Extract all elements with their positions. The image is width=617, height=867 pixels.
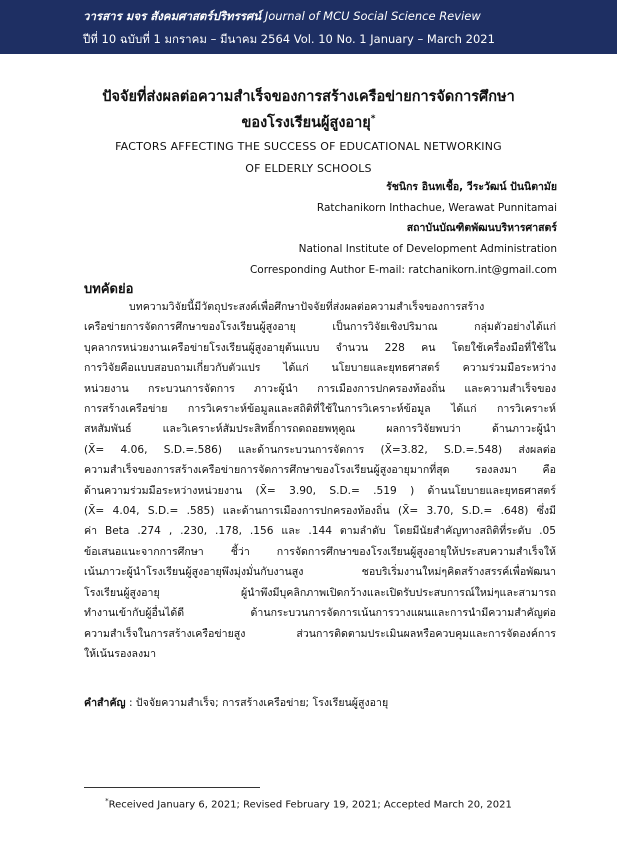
abstract-line: (X̄= 4.04, S.D.= .585) และด้านการเมืองการปกครองท้องถิ่น (X̄= 3.70, S.D.= .648) ซึ่งมี	[84, 505, 556, 518]
affiliation-thai: สถาบันบัณฑิตพัฒนบริหารศาสตร์	[406, 222, 557, 235]
abstract-line: หน่วยงาน กระบวนการจัดการ ภาวะผู้นำ การเมืองการปกครองท้องถิ่น และความสำเร็จของ	[84, 382, 556, 395]
abstract-line: (X̄= 4.06, S.D.=.586) และด้านกระบวนการจัดการ (X̄=3.82, S.D.=.548) ส่งผลต่อ	[84, 443, 556, 456]
author-block	[250, 177, 557, 281]
keywords-text: : ปัจจัยความสำเร็จ; การสร้างเครือข่าย; โรงเรียนผู้สูงอายุ	[128, 697, 389, 709]
author-names-thai: รัชนิกร อินทเชื้อ, วีระวัฒน์ ปันนิตามัย	[386, 181, 557, 193]
keywords-label: คำสำคัญ	[84, 697, 126, 709]
footnote-text: Received January 6, 2021; Revised February 19, 2021; Accepted March 20, 2021	[108, 799, 512, 811]
abstract-line: บทความวิจัยนี้มีวัตถุประสงค์เพื่อศึกษาปัจจัยที่ส่งผลต่อความสำเร็จของการสร้าง	[129, 301, 485, 313]
title-thai-line2: ของโรงเรียนผู้สูงอายุ*	[241, 114, 376, 131]
footnote-marker: *	[105, 797, 109, 805]
abstract-line: ความสำเร็จของการสร้างเครือข่ายการจัดการศึกษาของโรงเรียนผู้สูงอายุมากที่สุด รองลงมา คือ	[84, 464, 556, 477]
abstract-line: สหสัมพันธ์ และวิเคราะห์สัมประสิทธิ์การถดถอยพหุคูณ ผลการวิจัยพบว่า ด้านภาวะผู้นำ	[84, 423, 556, 436]
title-english-line2: OF ELDERLY SCHOOLS	[245, 162, 372, 175]
affiliation-english: National Institute of Development Administration	[298, 243, 557, 256]
abstract-line: การสร้างเครือข่าย การวิเคราะห์ข้อมูลและสถิติที่ใช้ในการวิเคราะห์ข้อมูล ได้แก่ การวิเคราะห์	[84, 403, 556, 416]
abstract-body	[84, 297, 556, 664]
journal-name-th: วารสาร มจร สังคมศาสตร์ปริทรรศน์	[83, 9, 262, 23]
abstract-line: บุคลากรหน่วยงานเครือข่ายโรงเรียนผู้สูงอายุต้นแบบ จำนวน 228 คน โดยใช้เครื่องมือที่ใช้ใน	[84, 341, 556, 354]
title-footnote-marker: *	[370, 114, 376, 124]
abstract-line: การวิจัยคือแบบสอบถามเกี่ยวกับตัวแปร ได้แก่ นโยบายและยุทธศาสตร์ ความร่วมมือระหว่าง	[84, 362, 556, 375]
corresponding-author: Corresponding Author E-mail: ratchanikorn.int@gmail.com	[249, 263, 557, 276]
abstract-line: ความสำเร็จในการสร้างเครือข่ายสูง ส่วนการติดตามประเมินผลหรือควบคุมและการจัดองค์การ	[84, 627, 556, 640]
footnote-divider	[84, 787, 260, 788]
abstract-heading: บทคัดย่อ	[84, 282, 134, 297]
title-english	[60, 136, 557, 180]
abstract-line: ทำงานเข้ากับผู้อื่นได้ดี ด้านกระบวนการจัดการเน้นการวางแผนและการนำมีความสำคัญต่อ	[84, 607, 556, 620]
issue-info: ปีที่ 10 ฉบับที่ 1 มกราคม – มีนาคม 2564 Vol. 10 No. 1 January – March 2021	[83, 32, 495, 46]
abstract-line: เครือข่ายการจัดการศึกษาของโรงเรียนผู้สูงอายุ เป็นการวิจัยเชิงปริมาณ กลุ่มตัวอย่างได้แก่	[84, 321, 556, 334]
footnote	[0, 797, 617, 810]
journal-header	[0, 0, 617, 54]
title-english-line1: FACTORS AFFECTING THE SUCCESS OF EDUCATIONAL NETWORKING	[115, 140, 502, 153]
title-thai-line1: ปัจจัยที่ส่งผลต่อความสำเร็จของการสร้างเครือข่ายการจัดการศึกษา	[102, 89, 515, 105]
abstract-line: ด้านความร่วมมือระหว่างหน่วยงาน (X̄= 3.90, S.D.= .519 ) ด้านนโยบายและยุทธศาสตร์	[84, 484, 556, 497]
abstract-line: ข้อเสนอแนะจากการศึกษา ชี้ว่า การจัดการศึกษาของโรงเรียนผู้สูงอายุให้ประสบความสำเร็จให้	[84, 545, 556, 558]
title-thai	[60, 86, 557, 134]
abstract-line: โรงเรียนผู้สูงอายุ ผู้นำพึงมีบุคลิกภาพเปิดกว้างและเปิดรับประสบการณ์ใหม่ๆและสามารถ	[84, 586, 556, 599]
abstract-line: ให้เน้นรองลงมา	[84, 647, 157, 660]
abstract-line: ค่า Beta .274 , .230, .178, .156 และ .144 ตามลำดับ โดยมีนัยสำคัญทางสถิติที่ระดับ .05	[84, 525, 556, 538]
abstract-line: เน้นภาวะผู้นำโรงเรียนผู้สูงอายุพึงมุ่งมั่นกับงานสูง ชอบริเริ่มงานใหม่ๆคิดสร้างสรรค์เพื่อพัฒนา	[84, 566, 556, 579]
keywords	[84, 694, 388, 711]
author-names-english: Ratchanikorn Inthachue, Werawat Punnitamai	[316, 201, 557, 214]
journal-name-en: Journal of MCU Social Science Review	[264, 9, 481, 23]
journal-name	[83, 8, 481, 26]
